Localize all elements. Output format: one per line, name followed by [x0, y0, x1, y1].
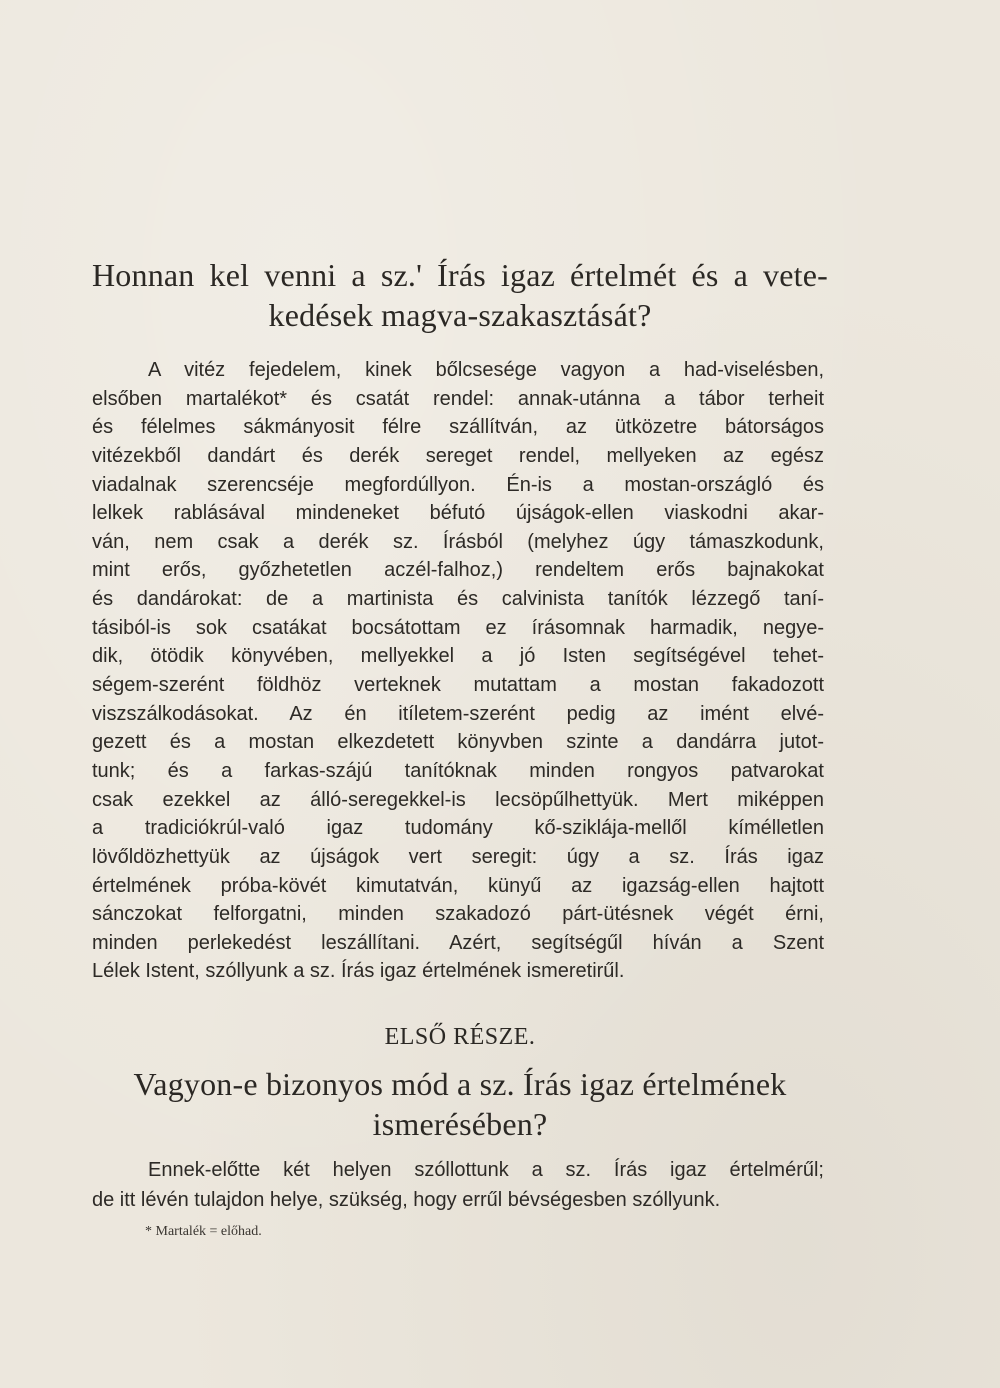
paragraph-line: de itt lévén tulajdon helye, szükség, hogy errűl bévségesben szóllyunk.: [92, 1189, 721, 1211]
paragraph-line: lelkek rablásával mindeneket béfutó újságok-ellen viaskodni akar-: [92, 502, 824, 525]
paragraph-line: gezett és a mostan elkezdetett könyvben szinte a dandárra jutot-: [92, 731, 824, 754]
paragraph-line: viszszálkodásokat. Az én itíletem-szerént pedig az imént elvé-: [92, 702, 824, 725]
intro-paragraph: [92, 356, 824, 986]
chapter-title-line-2: kedések magva-szakasztását?: [268, 297, 652, 333]
paragraph-line: sánczokat felforgatni, minden szakadozó párt-ütésnek végét érni,: [92, 903, 824, 926]
section-heading: ELSŐ RÉSZE.: [384, 1024, 536, 1050]
paragraph-line: ván, nem csak a derék sz. Írásból (melyhez úgy támaszkodunk,: [92, 530, 824, 553]
paragraph-line: lövőldözhettyük az újságok vert seregit: úgy a sz. Írás igaz: [92, 845, 824, 868]
section-title: [92, 1064, 828, 1144]
paragraph-line: A vitéz fejedelem, kinek bőlcsesége vagyon a had-viselésben,: [148, 359, 824, 381]
paragraph-line: Ennek-előtte két helyen szóllottunk a sz. Írás igaz értelmérűl;: [148, 1159, 824, 1181]
paragraph-line: mint erős, győzhetetlen aczél-falhoz,) rendeltem erős bajnakokat: [92, 559, 824, 582]
paragraph-line: és dandárokat: de a martinista és calvinista tanítók lézzegő taní-: [92, 588, 824, 611]
paragraph-line: viadalnak szerencséje megfordúllyon. Én-is a mostan-országló és: [92, 473, 824, 496]
paragraph-line: vitézekből dandárt és derék sereget rendel, mellyeken az egész: [92, 444, 824, 467]
paragraph-line: és félelmes sákmányosit félre szállítván, az ütközetre bátorságos: [92, 416, 824, 439]
paragraph-line: a tradiciókrúl-való igaz tudomány kő-sziklája-mellől kímélletlen: [92, 817, 824, 840]
footnote: * Martalék = előhad.: [145, 1224, 262, 1239]
paragraph-line: ségem-szerént földhöz verteknek mutattam a mostan fakadozott: [92, 674, 824, 697]
paragraph-line: tásiból-is sok csatákat bocsátottam ez írásomnak harmadik, negye-: [92, 616, 824, 639]
section-title-line-1: Vagyon-e bizonyos mód a sz. Írás igaz értelmének: [133, 1066, 787, 1102]
paragraph-line: Lélek Istent, szóllyunk a sz. Írás igaz értelmének ismeretirűl.: [92, 960, 625, 983]
paragraph-line: dik, ötödik könyvében, mellyekkel a jó Isten segítségével tehet-: [92, 645, 824, 668]
section-paragraph: [92, 1155, 824, 1215]
paragraph-line: minden perlekedést leszállítani. Azért, segítségűl híván a Szent: [92, 931, 824, 954]
chapter-title: [92, 255, 828, 335]
paragraph-line: értelmének próba-kövét kimutatván, künyű az igazság-ellen hajtott: [92, 874, 824, 897]
section-title-line-2: ismerésében?: [372, 1106, 548, 1142]
paragraph-line: tunk; és a farkas-szájú tanítóknak minden rongyos patvarokat: [92, 759, 824, 782]
paragraph-line: elsőben martalékot* és csatát rendel: annak-utánna a tábor terheit: [92, 387, 824, 410]
chapter-title-line-1: Honnan kel venni a sz.' Írás igaz értelmét és a vete-: [92, 257, 828, 293]
paragraph-line: csak ezekkel az álló-seregekkel-is lecsöpűlhettyük. Mert miképpen: [92, 788, 824, 811]
